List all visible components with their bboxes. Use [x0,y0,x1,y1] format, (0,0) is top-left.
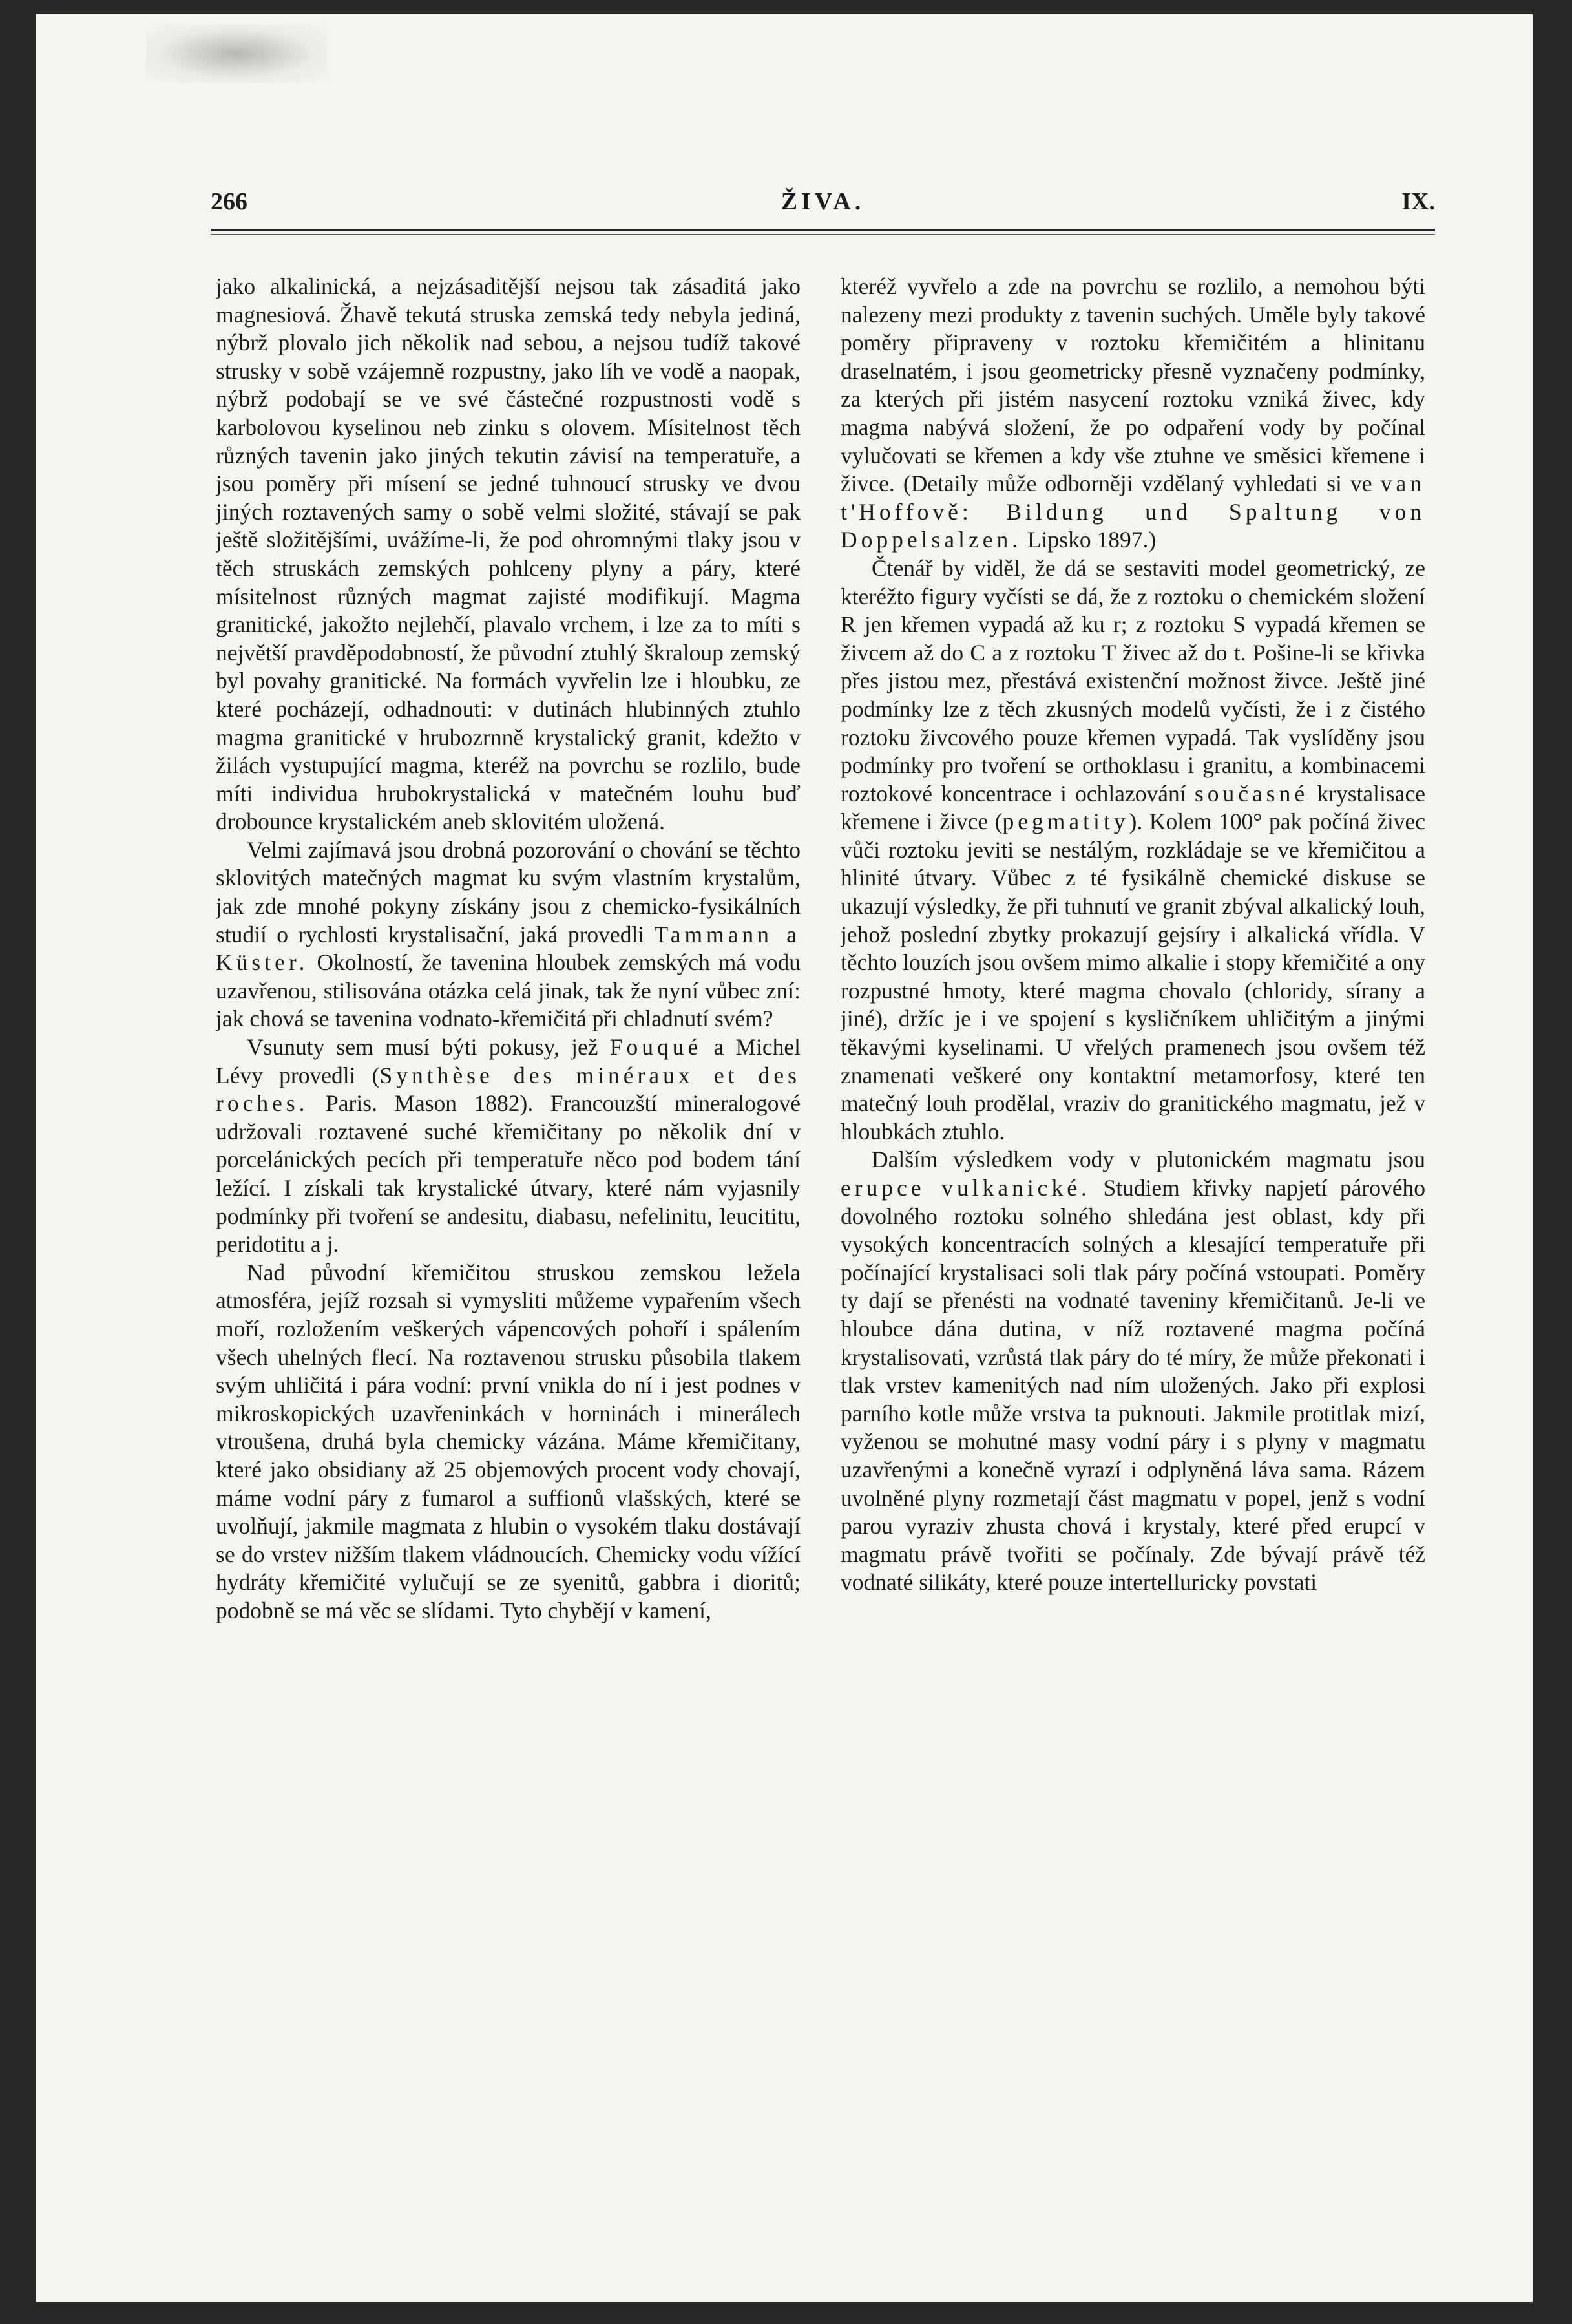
spaced-word: pegmatity [1002,808,1129,835]
header-rule [211,229,1435,231]
left-column [216,273,801,2108]
paragraph: jako alkalinická, a nejzásaditější nejsou tak zásaditá jako magnesiová. Žhavě tekutá struska zemská tedy nebyla jediná, nýbrž plovalo jich několik nad sebou, a nejsou tudíž takové strusky v sobě vzájemně rozpustny, jako líh ve vodě a naopak, nýbrž podobají se ve své částečné rozpustnosti vodě s karbolovou kyselinou neb zinku s olovem. Mísitelnost těch různých tavenin jako jiných tekutin závisí na temperatuře, a jsou poměry při mísení se jedné tuhnoucí strusky ve dvou jiných roztavených samy o sobě velmi složité, stávají se pak ještě složitějšími, uvážíme-li, že pod ohromnými tlaky jsou v těch struskách zemských pohlceny plyny a páry, které mísitelnost různých magmat zajisté modifikují. Magma granitické, jakožto nejlehčí, plavalo vrchem, i lze za to míti s největší pravděpodobností, že původní ztuhlý škraloup zemský byl povahy granitické. Na formách vyvřelin lze i hloubku, ze které pocházejí, odhadnouti: v dutinách hlubinných ztuhlo magma granitické v hrubozrnně krystalický granit, kdežto v žilách vystupující magma, kteréž na povrchu se rozlilo, bude míti individua hrubokrystalická v matečném louhu buď drobounce krystalickém aneb sklovitém uložená. [216,273,801,835]
running-header [211,187,1435,226]
volume-number: IX. [1401,188,1435,215]
spaced-book-title: Bildung und Spaltung von Doppelsalzen. [841,498,1425,553]
paragraph: Nad původní křemičitou struskou zemskou ležela atmosféra, jejíž rozsah si vymysliti můžeme vypařením všech moří, rozložením veškerých vápencových pohoří i spálením všech uhelných flecí. Na roztavenou strusku působila tlakem svým uhličitá i pára vodní: první vnikla do ní i jest podnes v mikroskopických uzavřeninkách v horninách i minerálech vtroušena, druhá byla chemicky vázána. Máme křemičitany, které jako obsidiany až 25 objemových procent vody chovají, máme vodní páry z fumarol a suffionů vlašských, které se uvolňují, jakmile magmata z hlubin o vysokém tlaku dostávají se do vrstev nižším tlakem vládnoucích. Chemicky vodu vížící hydráty křemičité vylučují se ze syenitů, gabbra i dioritů; podobně se má věc se slídami. Tyto chybějí v kamení, [216,1259,801,1623]
spaced-name: Fouqué [609,1034,702,1061]
paragraph: Vsunuty sem musí býti pokusy, jež Fouqué a Michel Lévy provedli (Synthèse des minéraux et des roches. Paris. Mason 1882). Francouzští mineralogové udržovali roztavené suché křemičitany po několik dní v porcelánických pecích při temperatuře něco pod bodem tání ležící. I získali tak krystalické útvary, které nám vyjasnily podmínky při tvoření se andesitu, diabasu, nefelinitu, leucititu, peridotitu a j. [216,1034,801,1258]
spaced-book-title: Synthèse des minéraux et des roches. [216,1062,801,1117]
spaced-name: van t'Hoffově: [841,470,1425,525]
scanned-page [36,14,1533,2302]
journal-title: ŽIVA. [781,188,865,215]
spaced-term: erupce vulkanické. [841,1175,1091,1201]
paragraph: Velmi zajímavá jsou drobná pozorování o chování se těchto sklovitých matečných magmat ku svým vlastním krystalům, jak zde mnohé pokyny získány jsou z chemicko-fysikálních studií o rychlosti krystalisační, jaká provedli Tammann a Küster. Okolností, že tavenina hloubek zemských má vodu uzavřenou, stilisována otázka celá jinak, tak že nyní vůbec zní: jak chová se tavenina vodnato-křemičitá při chladnutí svém? [216,836,801,1032]
header-rule-thin [211,234,1435,235]
paragraph: Čtenář by viděl, že dá se sestaviti model geometrický, ze kteréžto figury vyčísti se dá, že z roztoku o chemickém složení R jen křemen vypadá až ku r; z roztoku S vypadá křemen se živcem až do C a z roztoku T živec až do t. Pošine-li se křivka přes jistou mez, přestává existenční možnost živce. Ještě jiné podmínky lze z těch zkusných modelů vyčísti, že i z čistého roztoku živcového pouze křemen vypadá. Tak vyslíděny jsou podmínky pro tvoření se orthoklasu i granitu, a kombinacemi roztokové koncentrace i ochlazování současné krystalisace křemene i živce (pegmatity). Kolem 100° pak počíná živec vůči roztoku jeviti se nestálým, rozkládaje se ve křemičitou a hlinité útvary. Vůbec z té fysikálně chemické diskuse se ukazují výsledky, že při tuhnutí ve granit zbýval alkalický louh, jehož poslední zbytky prokazují gejsíry i alkalická vřídla. V těchto louzích jsou ovšem mimo alkalie i stopy křemičité a ony rozpustné hmoty, které magma chovalo (chloridy, sírany a jiné), držíc je i ve spojení s kysličníkem uhličitým a jinými těkavými kyselinami. U vřelých pramenech jsou ovšem též znamenati veškeré ony kontaktní metamorfosy, které ten matečný louh prodělal, vraziv do granitického magmatu, jež v hloubkách ztuhlo. [841,555,1425,1145]
paragraph: kteréž vyvřelo a zde na povrchu se rozlilo, a nemohou býti nalezeny mezi produkty z tavenin suchých. Uměle byly takové poměry připraveny v roztoku křemičitém a hlinitanu draselnatém, i jsou geometricky přesně vyznačeny podmínky, za kterých při jistém nasycení roztoku vzniká živec, kdy magma nabývá složení, že po odpaření vody by počínal vylučovati se křemen a kdy vše ztuhne ve směsici křemene i živce. (Detaily může odborněji vzdělaný vyhledati si ve van t'Hoffově: Bildung und Spaltung von Doppelsalzen. Lipsko 1897.) [841,273,1425,553]
page-number: 266 [211,188,247,215]
right-column [841,273,1425,2108]
spaced-names: Tammann a Küster. [216,921,801,976]
scan-smudge [146,25,327,83]
spaced-word: současné [1194,780,1309,807]
paragraph: Dalším výsledkem vody v plutonickém magmatu jsou erupce vulkanické. Studiem křivky napjetí párového dovolného roztoku solného shledána jest oblast, kdy při vysokých koncentracích solných a klesající temperatuře při počínající krystalisaci soli tlak páry počíná vstoupati. Poměry ty dají se přenésti na vodnaté taveniny křemičitanů. Je-li ve hloubce dána dutina, v níž roztavené magma počíná krystalisovati, vzrůstá tlak páry do té míry, že může překonati i tlak vrstev kamenitých nad ním uložených. Jako při explosi parního kotle může vrstva ta puknouti. Jakmile protitlak mizí, vyženou se mohutné masy vodní páry i s plyny v magmatu uzavřenými a konečně vyrazí i odplyněná láva sama. Rázem uvolněné plyny rozmetají část magmatu v popel, jenž s vodní parou vyraziv zhusta chová i krystaly, které před erupcí v magmatu právě tvořiti se počínaly. Zde bývají právě též vodnaté silikáty, které pouze intertelluricky povstati [841,1146,1425,1596]
